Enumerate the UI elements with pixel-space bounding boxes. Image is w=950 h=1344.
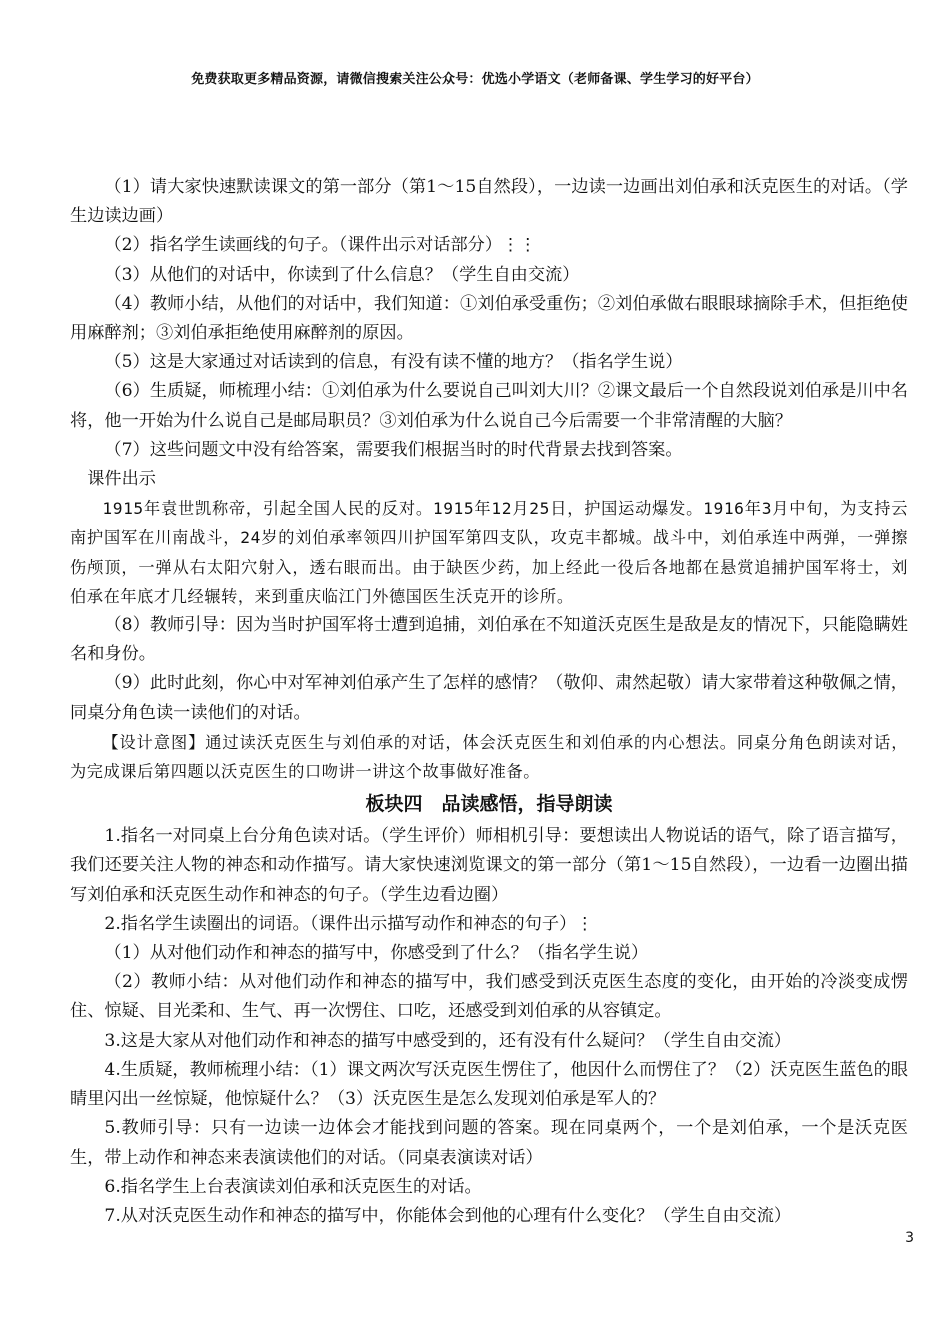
paragraph: （6）生质疑，师梳理小结：①刘伯承为什么要说自己叫刘大川？②课文最后一个自然段说刘伯承是川中名将，他一开始为什么说自己是邮局职员？③刘伯承为什么说自己今后需要一个非常清醒的大脑？ (70, 381, 908, 431)
section-heading: 板块四 品读感悟，指导朗读 (365, 793, 613, 816)
paragraph: 1.指名一对同桌上台分角色读对话。（学生评价）师相机引导：要想读出人物说话的语气，除了语言描写，我们还要关注人物的神态和动作描写。请大家快速浏览课文的第一部分（第1～15自然段），一边看一边圈出描写刘伯承和沃克医生动作和神态的句子。（学生边看边圈） (70, 826, 908, 905)
paragraph: （1）从对他们动作和神态的描写中，你感受到了什么？（指名学生说） (104, 943, 649, 964)
page-header: 免费获取更多精品资源，请微信搜索关注公众号：优选小学语文（老师备课、学生学习的好平台） (191, 72, 759, 87)
paragraph: 3.这是大家从对他们动作和神态的描写中感受到的，还有没有什么疑问？（学生自由交流） (104, 1030, 792, 1051)
paragraph: 6.指名学生上台表演读刘伯承和沃克医生的对话。 (104, 1176, 482, 1197)
paragraph: 4.生质疑，教师梳理小结：（1）课文两次写沃克医生愣住了，他因什么而愣住了？（2）沃克医生蓝色的眼睛里闪出一丝惊疑，他惊疑什么？（3）沃克医生是怎么发现刘伯承是军人的？ (70, 1059, 908, 1110)
paragraph: （1）请大家快速默读课文的第一部分（第1～15自然段），一边读一边画出刘伯承和沃克医生的对话。（学生边读边画） (70, 177, 908, 227)
paragraph: （5）这是大家通过对话读到的信息，有没有读不懂的地方？（指名学生说） (104, 352, 683, 373)
document-body (70, 173, 908, 1231)
courseware-label: 课件出示 (87, 469, 156, 490)
page-number: 3 (905, 1230, 914, 1246)
paragraph: （7）这些问题文中没有给答案，需要我们根据当时的时代背景去找到答案。 (104, 439, 683, 460)
paragraph: （4）教师小结，从他们的对话中，我们知道：①刘伯承受重伤；②刘伯承做右眼眼球摘除手术，但拒绝使用麻醉剂；③刘伯承拒绝使用麻醉剂的原因。 (70, 293, 908, 344)
paragraph: （2）指名学生读画线的句子。（课件出示对话部分）⋮⋮ (104, 235, 537, 256)
paragraph: （2）教师小结：从对他们动作和神态的描写中，我们感受到沃克医生态度的变化，由开始的冷淡变成愣住、惊疑、目光柔和、生气、再一次愣住、口吃，还感受到刘伯承的从容镇定。 (70, 972, 908, 1022)
paragraph: （3）从他们的对话中，你读到了什么信息？（学生自由交流） (104, 264, 580, 285)
paragraph: （8）教师引导：因为当时护国军将士遭到追捕，刘伯承在不知道沃克医生是敌是友的情况下，只能隐瞒姓名和身份。 (70, 615, 908, 665)
paragraph: （9）此时此刻，你心中对军神刘伯承产生了怎样的感情？（敬仰、肃然起敬）请大家带着这种敬佩之情，同桌分角色读一读他们的对话。 (70, 673, 908, 723)
courseware-text: 1915年袁世凯称帝，引起全国人民的反对。1915年12月25日，护国运动爆发。1916年3月中旬，为支持云南护国军在川南战斗，24岁的刘伯承率领四川护国军第四支队，攻克丰都城。战斗中，刘伯承连中两弹，一弹擦伤颅顶，一弹从右太阳穴射入，透右眼而出。由于缺医少药，加上经此一役后各地都在悬赏追捕护国军将士，刘伯承在年底才几经辗转，来到重庆临江门外德国医生沃克开的诊所。 (70, 499, 908, 606)
design-intent: 【设计意图】通过读沃克医生与刘伯承的对话，体会沃克医生和刘伯承的内心想法。同桌分角色朗读对话，为完成课后第四题以沃克医生的口吻讲一讲这个故事做好准备。 (70, 732, 908, 782)
paragraph: 2.指名学生读圈出的词语。（课件出示描写动作和神态的句子）⋮ (104, 913, 594, 934)
paragraph: 5.教师引导：只有一边读一边体会才能找到问题的答案。现在同桌两个，一个是刘伯承，一个是沃克医生，带上动作和神态来表演读他们的对话。（同桌表演读对话） (70, 1118, 908, 1168)
paragraph: 7.从对沃克医生动作和神态的描写中，你能体会到他的心理有什么变化？（学生自由交流） (104, 1205, 792, 1226)
